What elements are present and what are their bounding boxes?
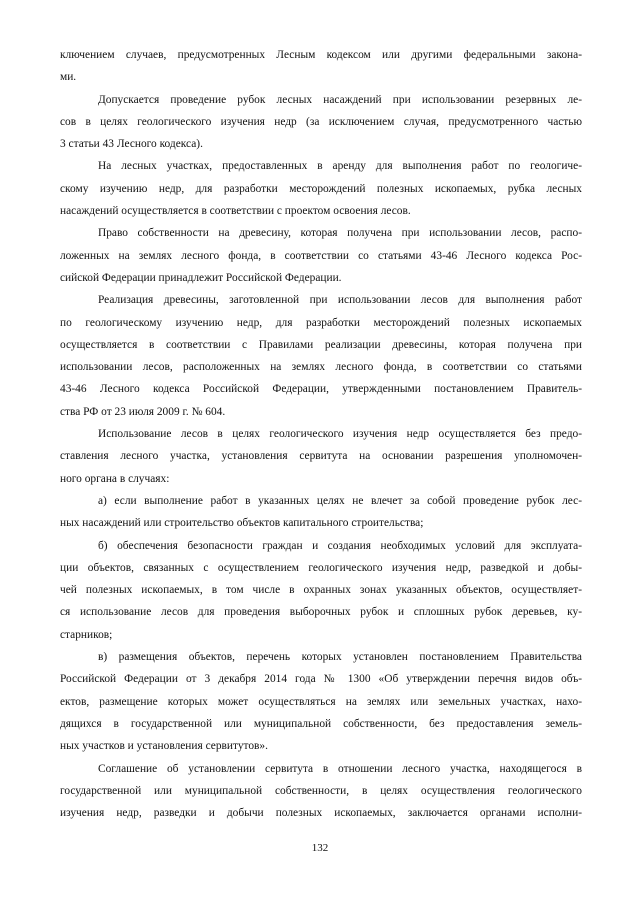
text-line: Реализация древесины, заготовленной при использовании лесов для выполнения работ (98, 294, 582, 307)
text-line: ложенных на землях лесного фонда, в соответствии со статьями 43-46 Лесного кодекса Рос- (60, 249, 582, 262)
text-line: сов в целях геологического изучения недр (за исключением случая, предусмотренного частью (60, 115, 582, 128)
text-line: осуществляется в соответствии с Правилами реализации древесины, которая получена при (60, 338, 582, 351)
text-line: в) размещения объектов, перечень которых установлен постановлением Правительства (98, 651, 582, 664)
paragraph (60, 423, 582, 490)
paragraph (60, 535, 582, 646)
text-line: сийской Федерации принадлежит Российской Федерации. (60, 271, 342, 284)
text-line: ставления лесного участка, установления сервитута на основании разрешения уполномочен- (60, 450, 582, 463)
text-line: дящихся в государственной или муниципальной собственности, без предоставления земель- (60, 717, 582, 730)
text-line: На лесных участках, предоставленных в аренду для выполнения работ по геологиче- (98, 160, 582, 173)
text-line: Соглашение об установлении сервитута в отношении лесного участка, находящегося в (98, 762, 582, 775)
text-line: государственной или муниципальной собственности, в целях осуществления геологического (60, 784, 582, 797)
paragraph (60, 155, 582, 222)
page-number: 132 (311, 842, 329, 854)
text-line: ся использование лесов для проведения выборочных рубок и сплошных рубок деревьев, ку- (60, 606, 582, 619)
text-line: по геологическому изучению недр, для разработки месторождений полезных ископаемых (60, 316, 582, 329)
text-line: ектов, размещение которых может осуществляться на землях или земельных участках, нахо- (60, 695, 582, 708)
text-line: изучения недр, разведки и добычи полезных ископаемых, заключается органами исполни- (60, 807, 582, 820)
text-line: использовании лесов, расположенных на землях лесного фонда, в соответствии со статьями (60, 361, 582, 374)
paragraph (60, 44, 582, 89)
paragraph (60, 758, 582, 825)
text-line: ного органа в случаях: (60, 472, 170, 485)
text-line: 3 статьи 43 Лесного кодекса). (60, 138, 203, 151)
paragraph (60, 490, 582, 535)
text-line: ми. (60, 71, 77, 84)
text-line: ции объектов, связанных с осуществлением геологического изучения недр, разведкой и добы- (60, 561, 582, 574)
text-line: чей полезных ископаемых, в том числе в охранных зонах указанных объектов, осуществляет- (60, 584, 582, 597)
text-line: а) если выполнение работ в указанных целях не влечет за собой проведение рубок лес- (98, 494, 582, 507)
text-line: Право собственности на древесину, которая получена при использовании лесов, распо- (98, 227, 582, 240)
text-line: б) обеспечения безопасности граждан и создания необходимых условий для эксплуата- (98, 539, 582, 552)
body-text (60, 44, 582, 824)
paragraph (60, 646, 582, 757)
text-line: ных участков и установления сервитутов». (60, 740, 268, 753)
text-line: Допускается проведение рубок лесных насаждений при использовании резервных ле- (98, 93, 582, 106)
text-line: ства РФ от 23 июля 2009 г. № 604. (60, 405, 226, 418)
text-line: скому изучению недр, для разработки месторождений полезных ископаемых, рубка лесных (60, 182, 582, 195)
paragraph (60, 89, 582, 156)
text-line: ных насаждений или строительство объектов капитального строительства; (60, 517, 424, 530)
text-line: Использование лесов в целях геологического изучения недр осуществляется без предо- (98, 428, 582, 441)
text-line: 43-46 Лесного кодекса Российской Федерации, утвержденными постановлением Правитель- (60, 383, 582, 396)
text-line: ключением случаев, предусмотренных Лесным кодексом или другими федеральными закона- (60, 49, 582, 61)
text-line: Российской Федерации от 3 декабря 2014 года № 1300 «Об утверждении перечня видов объ- (60, 673, 582, 686)
text-line: насаждений осуществляется в соответствии с проектом освоения лесов. (60, 205, 411, 218)
text-line: старников; (60, 628, 113, 641)
paragraph (60, 222, 582, 289)
paragraph (60, 289, 582, 423)
